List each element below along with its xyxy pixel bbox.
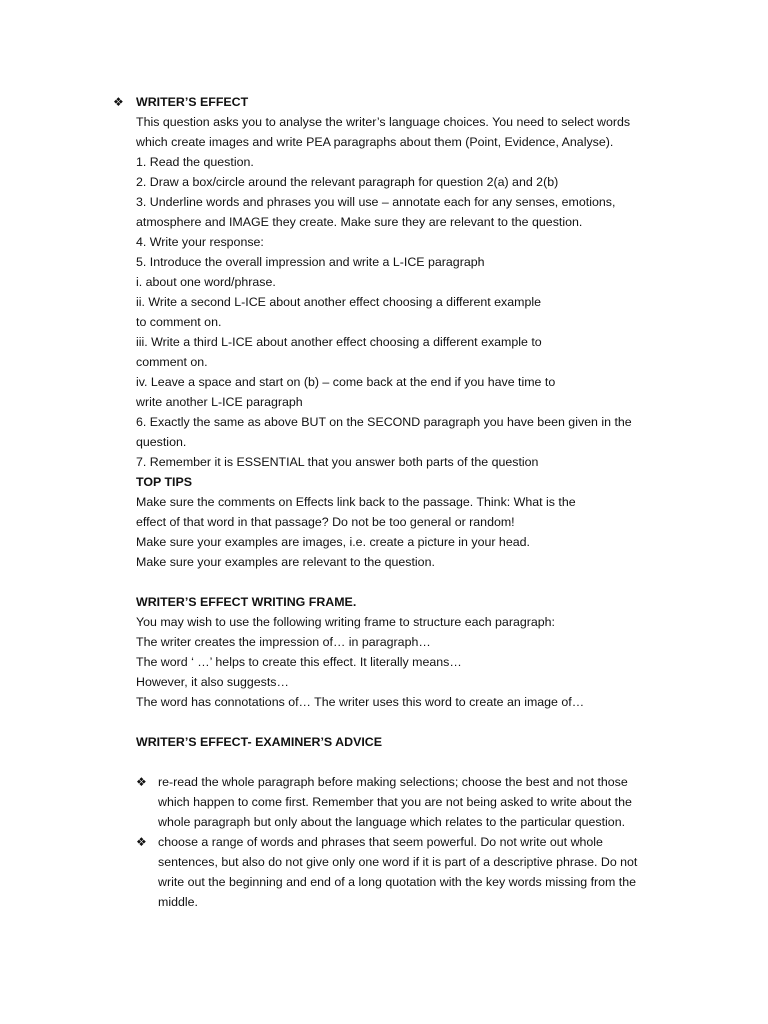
writing-frame-line: However, it also suggests…	[136, 675, 289, 689]
step-line: 2. Draw a box/circle around the relevant paragraph for question 2(a) and 2(b)	[136, 175, 559, 189]
top-tips-heading: TOP TIPS	[136, 475, 193, 489]
step-line: comment on.	[136, 355, 208, 369]
advice-line: sentences, but also do not give only one word if it is part of a descriptive phrase. Do not	[158, 855, 638, 869]
step-line: 1. Read the question.	[136, 155, 254, 169]
writing-frame-line: The writer creates the impression of… in paragraph…	[136, 635, 431, 649]
writing-frame-line: You may wish to use the following writing frame to structure each paragraph:	[136, 615, 555, 629]
step-line: 4. Write your response:	[136, 235, 264, 249]
step-line: iv. Leave a space and start on (b) – come back at the end if you have time to	[136, 375, 556, 389]
diamond-bullet-icon: ❖	[113, 95, 124, 109]
intro-line: which create images and write PEA paragraphs about them (Point, Evidence, Analyse).	[136, 135, 614, 149]
step-line: 3. Underline words and phrases you will use – annotate each for any senses, emotions,	[136, 195, 616, 209]
step-line: i. about one word/phrase.	[136, 275, 276, 289]
step-line: ii. Write a second L-ICE about another effect choosing a different example	[136, 295, 542, 309]
step-line: 5. Introduce the overall impression and write a L-ICE paragraph	[136, 255, 485, 269]
step-line: to comment on.	[136, 315, 222, 329]
advice-line: write out the beginning and end of a long quotation with the key words missing from the	[158, 875, 637, 889]
writing-frame-heading: WRITER’S EFFECT WRITING FRAME.	[136, 595, 357, 609]
step-line: iii. Write a third L-ICE about another effect choosing a different example to	[136, 335, 542, 349]
diamond-bullet-icon: ❖	[136, 775, 147, 789]
top-tip-line: Make sure the comments on Effects link back to the passage. Think: What is the	[136, 495, 576, 509]
advice-line: middle.	[158, 895, 198, 909]
advice-line: whole paragraph but only about the language which relates to the particular question.	[158, 815, 626, 829]
top-tip-line: effect of that word in that passage? Do not be too general or random!	[136, 515, 515, 529]
writing-frame-line: The word ‘ …’ helps to create this effect. It literally means…	[136, 655, 462, 669]
intro-line: This question asks you to analyse the writer’s language choices. You need to select words	[136, 115, 631, 129]
diamond-bullet-icon: ❖	[136, 835, 147, 849]
writing-frame-line: The word has connotations of… The writer uses this word to create an image of…	[136, 695, 585, 709]
top-tip-line: Make sure your examples are relevant to the question.	[136, 555, 435, 569]
advice-line: choose a range of words and phrases that seem powerful. Do not write out whole	[158, 835, 603, 849]
top-tip-line: Make sure your examples are images, i.e. create a picture in your head.	[136, 535, 530, 549]
step-line: atmosphere and IMAGE they create. Make sure they are relevant to the question.	[136, 215, 583, 229]
section-heading-writers-effect: WRITER’S EFFECT	[136, 95, 249, 109]
examiner-advice-heading: WRITER’S EFFECT- EXAMINER’S ADVICE	[136, 735, 382, 749]
step-line: 7. Remember it is ESSENTIAL that you answer both parts of the question	[136, 455, 539, 469]
advice-line: re-read the whole paragraph before making selections; choose the best and not those	[158, 775, 628, 789]
step-line: write another L-ICE paragraph	[136, 395, 303, 409]
step-line: question.	[136, 435, 187, 449]
step-line: 6. Exactly the same as above BUT on the SECOND paragraph you have been given in the	[136, 415, 632, 429]
advice-line: which happen to come first. Remember that you are not being asked to write about the	[158, 795, 632, 809]
